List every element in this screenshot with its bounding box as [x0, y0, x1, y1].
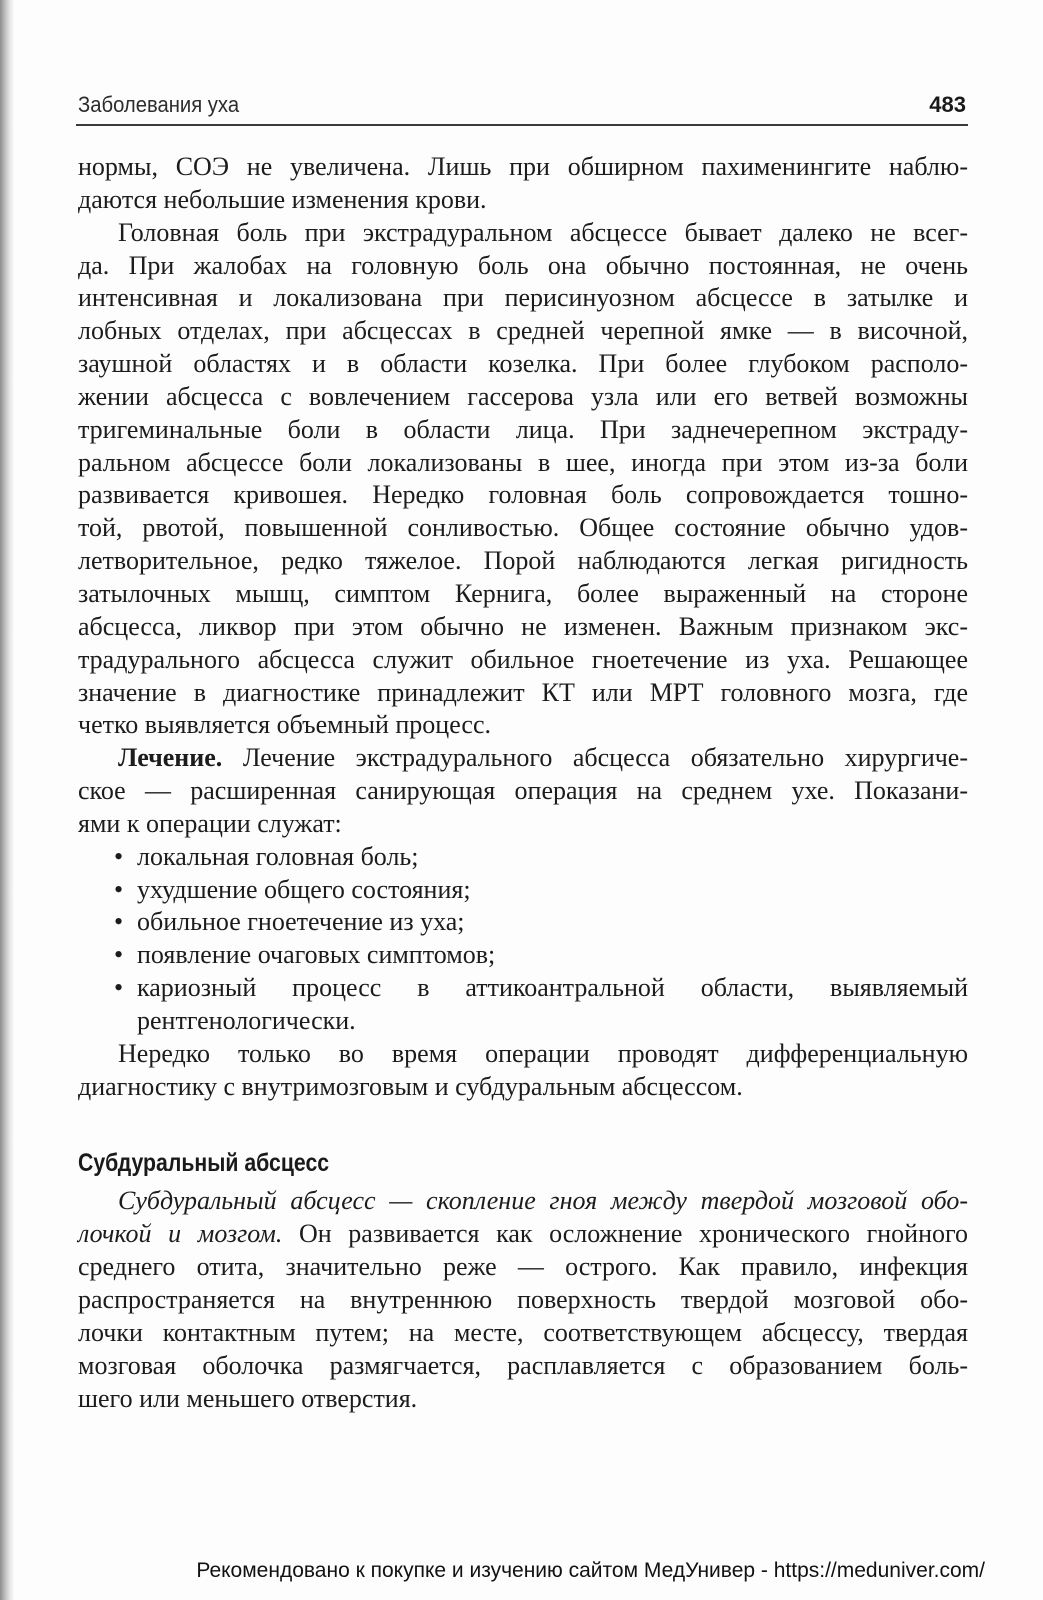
section-heading: Субдуральный абсцесс [78, 1149, 330, 1177]
text-line: тригеминальные боли в области лица. При заднечерепном экстраду- [78, 414, 968, 444]
text-line: Головная боль при экстрадуральном абсцессе бывает далеко не всег- [118, 217, 968, 247]
footer-note: Рекомендовано к покупке и изучению сайтом МедУнивер - https://meduniver.com/ [196, 1559, 985, 1582]
text-line: да. При жалобах на головную боль она обычно постоянная, не очень [78, 250, 968, 280]
bullet-marker: • [114, 907, 124, 937]
text-line: Нередко только во время операции проводят дифференциальную [118, 1038, 968, 1068]
body-text [78, 151, 968, 1103]
text-line: ями к операции служат: [78, 808, 342, 838]
text-line: интенсивная и локализована при перисинуозном абсцессе в затылке и [78, 283, 968, 313]
text-line: традурального абсцесса служит обильное гноетечение из уха. Решающее [78, 644, 968, 674]
page-number: 483 [929, 92, 966, 117]
list-item [78, 939, 968, 972]
bullet-list [78, 841, 968, 1038]
running-title: Заболевания уха [78, 92, 240, 117]
text-line: мозговая оболочка размягчается, расплавляется с образованием боль- [78, 1351, 968, 1380]
bullet-marker: • [114, 841, 124, 871]
run-in-heading: Лечение. [118, 743, 223, 773]
text-run: Он развивается как осложнение хронического гнойного [299, 1219, 969, 1248]
text-run: Лечение экстрадурального абсцесса обязательно хирургиче- [242, 743, 969, 773]
text-line: шего или меньшего отверстия. [78, 1384, 418, 1413]
paragraph [78, 742, 968, 841]
text-line [78, 742, 968, 775]
text-line: диагностику с внутримозговым и субдуральным абсцессом. [78, 1071, 743, 1101]
list-item [78, 972, 968, 1038]
text-line: ухудшение общего состояния; [137, 874, 471, 904]
list-item [78, 874, 968, 907]
text-line: появление очаговых симптомов; [137, 940, 496, 970]
text-line: жении абсцесса с вовлечением гассерова узла или его ветвей возможны [78, 381, 968, 411]
text-line: обильное гноетечение из уха; [137, 907, 465, 937]
text-line: нормы, СОЭ не увеличена. Лишь при обширном пахименингите наблю- [78, 152, 968, 181]
text-line: рентгенологически. [137, 1005, 356, 1035]
bullet-marker: • [114, 940, 124, 970]
text-line: ральном абсцессе боли локализованы в шее, иногда при этом из-за боли [78, 447, 968, 477]
bullet-marker: • [114, 973, 124, 1003]
text-line: среднего отита, значительно реже — острого. Как правило, инфекция [78, 1252, 968, 1281]
text-line: значение в диагностике принадлежит КТ или МРТ головного мозга, где [78, 677, 968, 707]
text-line: кариозный процесс в аттикоантральной области, выявляемый [137, 973, 968, 1003]
section-body [78, 1184, 968, 1415]
text-line: Субдуральный абсцесс — скопление гноя между твердой мозговой обо- [118, 1186, 968, 1215]
text-line [78, 1217, 968, 1250]
text-line: заушной областях и в области козелка. При более глубоком располо- [78, 349, 968, 379]
text-line: лочки контактным путем; на месте, соответствующем абсцессу, твердая [78, 1318, 968, 1347]
text-line: четко выявляется объемный процесс. [78, 710, 491, 740]
text-line: лобных отделах, при абсцессах в средней черепной ямке — в височной, [78, 316, 968, 346]
text-line: локальная головная боль; [137, 841, 419, 871]
page-edge-shadow [0, 0, 14, 1600]
italic-definition: лочкой и мозгом. [78, 1219, 283, 1248]
header-rule [76, 124, 968, 126]
text-line: абсцесса, ликвор при этом обычно не изменен. Важным признаком экс- [78, 611, 968, 641]
text-line: той, рвотой, повышенной сонливостью. Общее состояние обычно удов- [78, 513, 968, 543]
list-item [78, 841, 968, 874]
bullet-marker: • [114, 874, 124, 904]
paragraph [78, 151, 968, 217]
text-line: затылочных мышц, симптом Кернига, более выраженный на стороне [78, 578, 968, 608]
paragraph [78, 217, 968, 743]
text-line: летворительное, редко тяжелое. Порой наблюдаются легкая ригидность [78, 546, 968, 576]
text-line: ское — расширенная санирующая операция на среднем ухе. Показани- [78, 776, 968, 806]
text-line: развивается кривошея. Нередко головная боль сопровождается тошно- [78, 480, 968, 510]
paragraph [78, 1184, 968, 1415]
list-item [78, 906, 968, 939]
paragraph [78, 1038, 968, 1104]
text-line: распространяется на внутреннюю поверхность твердой мозговой обо- [78, 1285, 968, 1314]
text-line: даются небольшие изменения крови. [78, 184, 487, 214]
